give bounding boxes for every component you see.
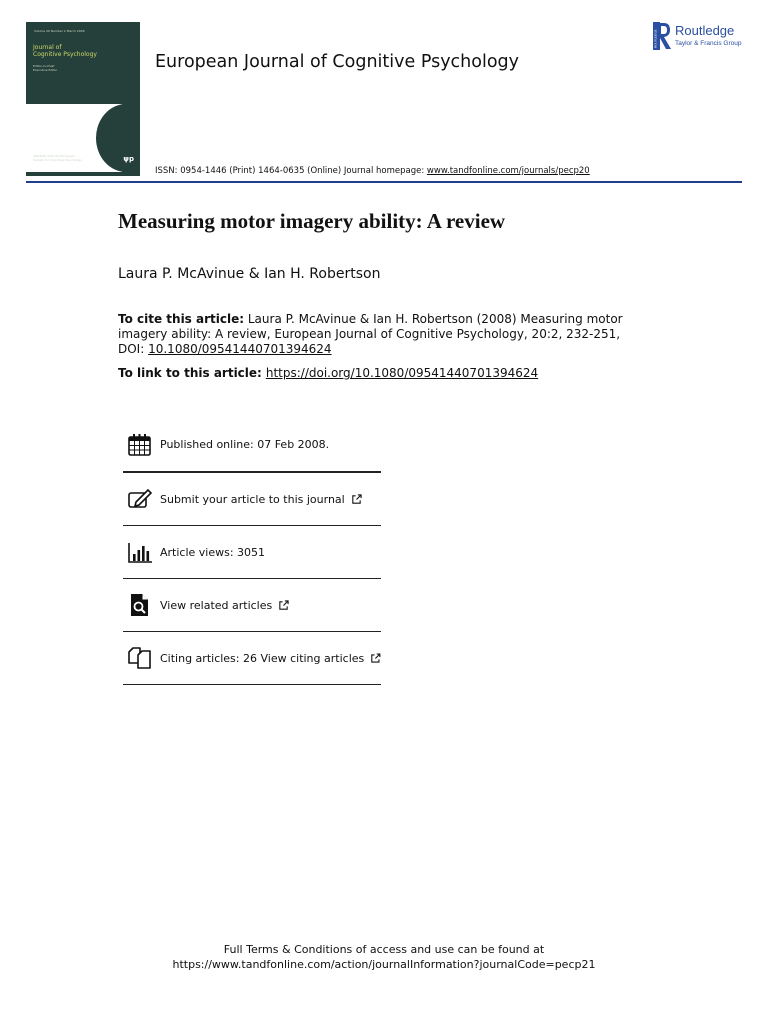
terms-footer-url[interactable]: https://www.tandfonline.com/action/journalInformation?journalCode=pecp21 — [172, 958, 596, 971]
cover-sub-line-2: Executive Editor — [33, 68, 58, 72]
related-articles-row[interactable] — [123, 579, 381, 632]
article-title: Measuring motor imagery ability: A review — [118, 209, 506, 233]
published-row — [123, 418, 381, 473]
edit-icon — [127, 487, 153, 511]
article-info-list — [123, 418, 381, 685]
link-label: To link to this article: — [118, 366, 262, 380]
external-link-icon — [278, 600, 289, 611]
cover-foot-line-2: Society for Cognitive Psychology — [33, 158, 83, 162]
citing-articles-link[interactable]: Citing articles: 26 View citing articles — [160, 651, 365, 665]
header-divider — [26, 181, 742, 183]
related-articles-link[interactable]: View related articles — [160, 598, 273, 612]
publisher-logo — [653, 22, 748, 52]
terms-footer-line-1: Full Terms & Conditions of access and use can be found at — [223, 943, 545, 956]
cover-footer-text — [33, 154, 82, 162]
article-link-line — [118, 366, 538, 380]
external-link-icon — [351, 494, 362, 505]
routledge-logo-icon — [653, 22, 671, 50]
citing-documents-icon — [127, 646, 153, 670]
published-date-text: Published online: 07 Feb 2008. — [160, 438, 330, 451]
issn-text: ISSN: 0954-1446 (Print) 1464-0635 (Online) Journal homepage: — [155, 166, 427, 176]
submit-article-row[interactable] — [123, 473, 381, 526]
cover-sub-line-1: Editor-in-Chief — [33, 64, 55, 68]
cover-title-line-1: Journal of — [33, 44, 62, 51]
journal-title: European Journal of Cognitive Psychology — [155, 52, 520, 72]
article-doi-link[interactable]: https://doi.org/10.1080/09541440701394624 — [265, 366, 539, 380]
calendar-icon — [127, 433, 153, 457]
document-search-icon — [127, 593, 153, 617]
cover-foot-line-1: Affiliated with the European — [33, 154, 75, 158]
citation-label: To cite this article: — [118, 312, 245, 326]
publisher-name: Routledge — [675, 23, 735, 38]
article-views-text: Article views: 3051 — [160, 545, 266, 559]
article-views-row — [123, 526, 381, 579]
submit-article-link[interactable]: Submit your article to this journal — [160, 492, 345, 506]
cover-title-line-2: Cognitive Psychology — [33, 51, 97, 58]
issn-line — [155, 166, 590, 176]
cover-subtext — [33, 64, 57, 72]
article-authors: Laura P. McAvinue & Ian H. Robertson — [118, 266, 381, 282]
citation-doi-link[interactable]: 10.1080/09541440701394624 — [148, 342, 332, 356]
citing-articles-row[interactable] — [123, 632, 381, 685]
cover-top-line: Volume 20 Number 2 March 2008 — [34, 29, 85, 33]
publisher-subtitle: Taylor & Francis Group — [675, 40, 742, 47]
bar-chart-icon — [127, 540, 153, 564]
cover-title — [33, 44, 97, 58]
journal-homepage-link[interactable]: www.tandfonline.com/journals/pecp20 — [426, 166, 590, 176]
publisher-mark-text: ROUTLEDGE — [653, 29, 658, 48]
citation-block — [118, 312, 628, 357]
terms-footer — [0, 942, 768, 972]
journal-cover-image — [26, 22, 140, 176]
external-link-icon — [370, 653, 381, 664]
cover-society-logo: ψp — [123, 155, 134, 163]
citation-text: Laura P. McAvinue & Ian H. Robertson (2008) Measuring motor imagery ability: A review, European Journal of Cognitive Psychology, 20:2, 232-251, DOI: — [118, 312, 623, 356]
